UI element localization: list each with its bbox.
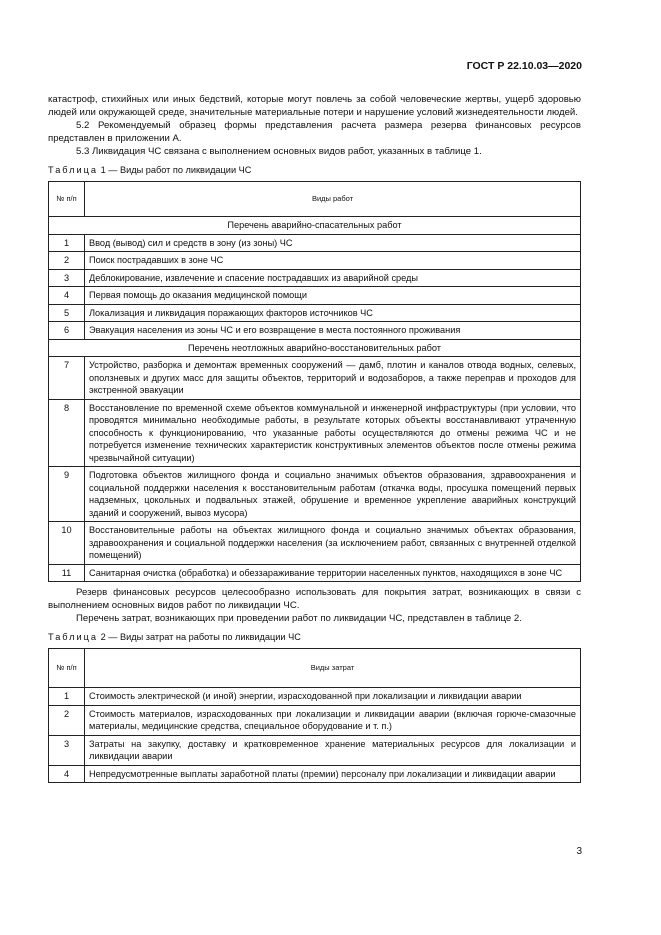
table1-caption-word: Таблица [48,165,99,175]
row-text: Ввод (вывод) сил и средств в зону (из зоны) ЧС [85,234,581,252]
page-content [48,93,581,783]
paragraph: 5.2 Рекомендуемый образец формы представления расчета размера резерва финансовых ресурсов представлен в приложении А. [48,120,581,144]
table-row [49,322,581,340]
standard-header: ГОСТ Р 22.10.03—2020 [466,60,582,72]
table-row [49,522,581,565]
table-row [49,765,581,783]
table-row [49,735,581,765]
row-number: 7 [49,357,85,400]
section-title: Перечень неотложных аварийно-восстановительных работ [49,339,581,357]
table1-col-num: № п/п [49,182,85,217]
row-number: 3 [49,269,85,287]
table-row [49,234,581,252]
table-row [49,688,581,706]
row-number: 1 [49,688,85,706]
table2-caption [48,632,581,642]
row-number: 6 [49,322,85,340]
table-row [49,357,581,400]
table-row [49,304,581,322]
row-text: Устройство, разборка и демонтаж временных сооружений — дамб, плотин и каналов отвода водных, селевых, оползневых и других масс для защиты объектов, территорий и водозаборов, а также переправ и проходов для экстренной эвакуации [85,357,581,400]
table-row [49,705,581,735]
row-text: Восстановление по временной схеме объектов коммунальной и инженерной инфраструктуры (при условии, что проводятся минимально необходимые работы, в результате которых объекты восстанавливают утраченную способность к функционированию, что указанные работы осуществляются до отмены режима ЧС и не потребуется изменение технических характеристик конструктивных элементов объектов после отмены режима чрезвычайной ситуации) [85,399,581,467]
row-text: Восстановительные работы на объектах жилищного фонда и социально значимых объектах образования, здравоохранения и социальной поддержки населения (за исключением работ, связанных с внутренней отделкой помещений) [85,522,581,565]
row-number: 1 [49,234,85,252]
table-row [49,399,581,467]
table2-col-name: Виды затрат [85,649,581,688]
row-text: Деблокирование, извлечение и спасение пострадавших из аварийной среды [85,269,581,287]
row-number: 8 [49,399,85,467]
table1-section-row [49,217,581,235]
table1-col-name: Виды работ [85,182,581,217]
paragraph: Резерв финансовых ресурсов целесообразно использовать для покрытия затрат, возникающих в связи с выполнением основных видов работ по ликвидации ЧС. [48,587,581,611]
table-row [49,467,581,522]
row-text: Стоимость материалов, израсходованных при локализации и ликвидации аварии (включая горюче-смазочные материалы, медицинские средства, специальное оборудование и т. п.) [85,705,581,735]
row-number: 11 [49,564,85,582]
row-text: Эвакуация населения из зоны ЧС и его возвращение в места постоянного проживания [85,322,581,340]
table2-caption-word: Таблица [48,632,99,642]
row-number: 5 [49,304,85,322]
page-number: 3 [576,846,582,857]
row-text: Локализация и ликвидация поражающих факторов источников ЧС [85,304,581,322]
table1-caption-text: 1 — Виды работ по ликвидации ЧС [98,165,252,175]
row-number: 4 [49,765,85,783]
table2-caption-text: 2 — Виды затрат на работы по ликвидации ЧС [98,632,301,642]
table-row [49,564,581,582]
paragraph: 5.3 Ликвидация ЧС связана с выполнением основных видов работ, указанных в таблице 1. [76,146,482,157]
row-number: 2 [49,705,85,735]
table2 [48,648,581,783]
table1 [48,181,581,582]
table1-section-row [49,339,581,357]
table1-caption [48,165,581,175]
table2-col-num: № п/п [49,649,85,688]
section-title: Перечень аварийно-спасательных работ [49,217,581,235]
row-number: 3 [49,735,85,765]
row-text: Непредусмотренные выплаты заработной платы (премии) персоналу при локализации и ликвидации аварии [85,765,581,783]
table-row [49,287,581,305]
row-number: 9 [49,467,85,522]
table-row [49,269,581,287]
paragraph: катастроф, стихийных или иных бедствий, которые могут повлечь за собой человеческие жертвы, ущерб здоровью людей или окружающей среде, значительные материальные потери и нарушение условий жизнедеятельности людей. [48,94,581,118]
row-text: Стоимость электрической (и иной) энергии, израсходованной при локализации и ликвидации аварии [85,688,581,706]
row-text: Санитарная очистка (обработка) и обеззараживание территории населенных пунктов, находящихся в зоне ЧС [85,564,581,582]
row-number: 2 [49,252,85,270]
row-number: 10 [49,522,85,565]
row-text: Подготовка объектов жилищного фонда и социально значимых объектов образования, здравоохранения и социальной поддержки населения к восстановительным работам (откачка воды, просушка помещений первых надземных, цокольных и подвальных этажей, обрушение и временное укрепление аварийных конструкций зданий и сооружений, вывоз мусора) [85,467,581,522]
row-number: 4 [49,287,85,305]
row-text: Затраты на закупку, доставку и кратковременное хранение материальных ресурсов для локализации и ликвидации аварии [85,735,581,765]
row-text: Поиск пострадавших в зоне ЧС [85,252,581,270]
table2-header-row [49,649,581,688]
table-row [49,252,581,270]
table1-header-row [49,182,581,217]
paragraph: Перечень затрат, возникающих при проведении работ по ликвидации ЧС, представлен в таблице 2. [76,613,522,624]
row-text: Первая помощь до оказания медицинской помощи [85,287,581,305]
